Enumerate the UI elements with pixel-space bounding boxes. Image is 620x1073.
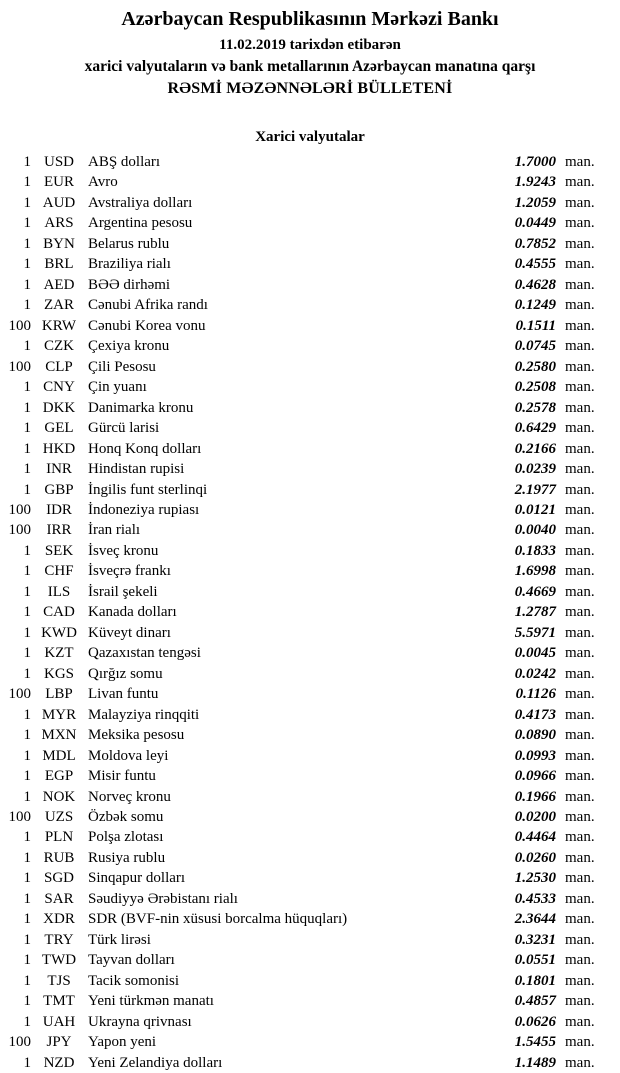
- unit-label: man.: [565, 338, 595, 355]
- rate-value: 0.0993: [514, 747, 556, 764]
- table-row: [0, 602, 620, 622]
- unit-label: man.: [565, 727, 595, 744]
- rate-value: 0.4857: [514, 993, 556, 1010]
- currency-name: İran rialı: [88, 522, 141, 539]
- currency-name: Braziliya rialı: [88, 256, 171, 273]
- table-row: [0, 541, 620, 561]
- currency-name: Kanada dolları: [88, 604, 177, 621]
- currency-name: İsveç kronu: [88, 542, 159, 559]
- rate-value: 1.5455: [514, 1034, 556, 1051]
- rate-value: 0.2166: [514, 440, 556, 457]
- currency-name: Polşa zlotası: [88, 829, 164, 846]
- table-row: [0, 418, 620, 438]
- unit-label: man.: [565, 461, 595, 478]
- unit-label: man.: [565, 809, 595, 825]
- table-row: [0, 561, 620, 581]
- currency-quantity: 1: [23, 1013, 31, 1030]
- rate-value: 5.5971: [514, 624, 556, 641]
- currency-code: BYN: [43, 235, 75, 252]
- document-header: [0, 6, 620, 99]
- currency-code: BRL: [44, 256, 74, 273]
- currency-name: Moldova leyi: [88, 747, 169, 764]
- currency-quantity: 1: [23, 399, 31, 416]
- currency-name: Yapon yeni: [88, 1034, 157, 1051]
- currency-quantity: 1: [23, 890, 31, 907]
- rate-value: 0.1511: [515, 317, 556, 334]
- table-row: [0, 725, 620, 745]
- table-row: [0, 459, 620, 479]
- rate-value: 0.1249: [514, 297, 556, 314]
- table-row: [0, 295, 620, 315]
- currency-name: Misir funtu: [88, 768, 156, 785]
- currency-code: UAH: [42, 1013, 76, 1030]
- unit-label: man.: [565, 645, 595, 662]
- currency-code: KRW: [41, 317, 77, 334]
- currency-code: UZS: [44, 809, 74, 825]
- rate-value: 0.4173: [514, 706, 556, 723]
- unit-label: man.: [565, 686, 595, 703]
- currency-quantity: 1: [23, 235, 31, 252]
- table-row: [0, 848, 620, 868]
- currency-code: XDR: [43, 911, 75, 928]
- currency-quantity: 1: [23, 624, 31, 641]
- rate-value: 0.0449: [514, 215, 556, 232]
- currency-quantity: 1: [23, 194, 31, 211]
- bulletin-name: RƏSMİ MƏZƏNNƏLƏRİ BÜLLETENİ: [167, 80, 453, 97]
- rate-value: 0.4533: [514, 890, 556, 907]
- currency-name: BƏƏ dirhəmi: [88, 276, 171, 293]
- unit-label: man.: [565, 522, 595, 539]
- currency-quantity: 1: [23, 993, 31, 1010]
- currency-quantity: 100: [8, 522, 31, 539]
- currency-quantity: 1: [23, 849, 31, 866]
- table-row: [0, 357, 620, 377]
- rate-value: 0.4669: [514, 583, 556, 600]
- currency-name: Çin yuanı: [88, 379, 147, 396]
- currency-name: Livan funtu: [88, 686, 159, 703]
- table-row: [0, 623, 620, 643]
- rate-value: 0.0045: [514, 645, 556, 662]
- unit-label: man.: [565, 911, 595, 928]
- currency-name: Avstraliya dolları: [88, 194, 193, 211]
- table-row: [0, 213, 620, 233]
- table-row: [0, 787, 620, 807]
- currency-name: İsveçrə frankı: [88, 563, 171, 580]
- rate-value: 0.0260: [514, 849, 556, 866]
- currency-quantity: 1: [23, 604, 31, 621]
- currency-quantity: 1: [23, 154, 31, 170]
- table-row: [0, 909, 620, 929]
- unit-label: man.: [565, 1013, 595, 1030]
- unit-label: man.: [565, 542, 595, 559]
- currency-quantity: 1: [23, 338, 31, 355]
- currency-code: GBP: [44, 481, 74, 498]
- currency-code: TJS: [47, 972, 71, 989]
- currency-quantity: 1: [23, 276, 31, 293]
- unit-label: man.: [565, 788, 595, 805]
- unit-label: man.: [565, 420, 595, 437]
- currency-quantity: 1: [23, 645, 31, 662]
- unit-label: man.: [565, 379, 595, 396]
- table-row: [0, 1053, 620, 1073]
- currency-code: CLP: [45, 358, 73, 375]
- table-row: [0, 807, 620, 827]
- rate-value: 0.0626: [514, 1013, 556, 1030]
- currency-code: KWD: [41, 624, 77, 641]
- currency-code: TWD: [41, 952, 77, 969]
- currency-code: MDL: [42, 747, 76, 764]
- table-row: [0, 377, 620, 397]
- currency-code: SGD: [43, 870, 74, 887]
- bank-title: Azərbaycan Respublikasının Mərkəzi Bankı: [121, 8, 499, 30]
- table-row: [0, 868, 620, 888]
- table-row: [0, 766, 620, 786]
- currency-quantity: 100: [8, 1034, 31, 1051]
- unit-label: man.: [565, 993, 595, 1010]
- rate-value: 0.6429: [514, 420, 556, 437]
- currency-quantity: 1: [23, 788, 31, 805]
- table-row: [0, 684, 620, 704]
- currency-code: EUR: [44, 174, 74, 191]
- table-row: [0, 520, 620, 540]
- currency-quantity: 1: [23, 563, 31, 580]
- table-row: [0, 152, 620, 172]
- table-row: [0, 930, 620, 950]
- unit-label: man.: [565, 706, 595, 723]
- currency-name: Sinqapur dolları: [88, 870, 186, 887]
- currency-name: Yeni Zelandiya dolları: [88, 1054, 223, 1071]
- table-row: [0, 991, 620, 1011]
- unit-label: man.: [565, 583, 595, 600]
- currency-quantity: 1: [23, 747, 31, 764]
- rate-value: 1.1489: [514, 1054, 556, 1071]
- currency-name: Malayziya rinqqiti: [88, 706, 200, 723]
- rate-value: 0.0890: [514, 727, 556, 744]
- unit-label: man.: [565, 952, 595, 969]
- currency-quantity: 1: [23, 379, 31, 396]
- currency-name: İndoneziya rupiası: [88, 501, 200, 518]
- currency-quantity: 1: [23, 665, 31, 682]
- currency-quantity: 100: [8, 358, 31, 375]
- currency-name: Yeni türkmən manatı: [88, 993, 214, 1010]
- currency-code: GEL: [44, 420, 74, 437]
- currency-quantity: 1: [23, 215, 31, 232]
- currency-name: Cənubi Korea vonu: [88, 317, 206, 334]
- currency-quantity: 1: [23, 297, 31, 314]
- table-row: [0, 275, 620, 295]
- rate-value: 1.9243: [514, 174, 556, 191]
- currency-code: RUB: [43, 849, 75, 866]
- rate-value: 0.3231: [514, 931, 556, 948]
- exchange-rates-table: [0, 152, 620, 1073]
- table-row: [0, 950, 620, 970]
- currency-code: INR: [46, 461, 72, 478]
- table-row: [0, 971, 620, 991]
- unit-label: man.: [565, 297, 595, 314]
- currency-quantity: 1: [23, 420, 31, 437]
- currency-code: USD: [43, 154, 74, 170]
- unit-label: man.: [565, 1054, 595, 1071]
- rate-value: 0.2580: [514, 358, 556, 375]
- currency-code: HKD: [42, 440, 76, 457]
- currency-name: Özbək somu: [88, 809, 164, 825]
- table-row: [0, 480, 620, 500]
- currency-code: JPY: [46, 1034, 72, 1051]
- rate-value: 0.0040: [514, 522, 556, 539]
- rate-value: 0.0242: [514, 665, 556, 682]
- currency-quantity: 100: [8, 809, 31, 825]
- currency-code: CAD: [43, 604, 75, 621]
- table-row: [0, 193, 620, 213]
- currency-code: LBP: [45, 686, 73, 703]
- currency-quantity: 1: [23, 768, 31, 785]
- currency-code: ILS: [47, 583, 71, 600]
- currency-quantity: 1: [23, 870, 31, 887]
- currency-code: DKK: [42, 399, 76, 416]
- currency-code: AED: [43, 276, 75, 293]
- currency-name: SDR (BVF-nin xüsusi borcalma hüquqları): [88, 911, 348, 928]
- currency-code: EGP: [44, 768, 74, 785]
- unit-label: man.: [565, 972, 595, 989]
- unit-label: man.: [565, 194, 595, 211]
- rate-value: 0.1801: [514, 972, 556, 989]
- rate-value: 0.2508: [514, 379, 556, 396]
- currency-name: Hindistan rupisi: [88, 461, 185, 478]
- currency-quantity: 1: [23, 256, 31, 273]
- currency-code: KZT: [44, 645, 74, 662]
- table-row: [0, 889, 620, 909]
- rate-value: 0.0551: [514, 952, 556, 969]
- unit-label: man.: [565, 276, 595, 293]
- unit-label: man.: [565, 256, 595, 273]
- currency-code: CHF: [44, 563, 74, 580]
- currency-name: Belarus rublu: [88, 235, 170, 252]
- currency-name: Avro: [88, 174, 118, 191]
- currency-quantity: 1: [23, 706, 31, 723]
- currency-name: Küveyt dinarı: [88, 624, 171, 641]
- rate-value: 1.7000: [514, 154, 556, 170]
- table-row: [0, 439, 620, 459]
- unit-label: man.: [565, 440, 595, 457]
- currency-quantity: 1: [23, 1054, 31, 1071]
- unit-label: man.: [565, 747, 595, 764]
- currency-quantity: 1: [23, 952, 31, 969]
- currency-quantity: 1: [23, 829, 31, 846]
- currency-code: KGS: [43, 665, 74, 682]
- table-row: [0, 316, 620, 336]
- currency-name: Cənubi Afrika randı: [88, 297, 208, 314]
- currency-code: SEK: [44, 542, 74, 559]
- table-row: [0, 398, 620, 418]
- rate-value: 2.3644: [514, 911, 556, 928]
- unit-label: man.: [565, 624, 595, 641]
- currency-code: IRR: [46, 522, 72, 539]
- rate-value: 0.1833: [514, 542, 556, 559]
- rate-value: 0.4555: [514, 256, 556, 273]
- rate-value: 1.6998: [514, 563, 556, 580]
- rate-value: 1.2059: [514, 194, 556, 211]
- currency-name: Meksika pesosu: [88, 727, 185, 744]
- table-row: [0, 827, 620, 847]
- table-row: [0, 746, 620, 766]
- currency-quantity: 1: [23, 972, 31, 989]
- unit-label: man.: [565, 501, 595, 518]
- unit-label: man.: [565, 563, 595, 580]
- currency-name: Tayvan dolları: [88, 952, 175, 969]
- unit-label: man.: [565, 358, 595, 375]
- currency-quantity: 100: [8, 317, 31, 334]
- rate-value: 0.2578: [514, 399, 556, 416]
- currency-name: Qazaxıstan tengəsi: [88, 645, 201, 662]
- currency-name: Danimarka kronu: [88, 399, 194, 416]
- currency-name: ABŞ dolları: [88, 154, 161, 170]
- currency-name: Gürcü larisi: [88, 420, 160, 437]
- currency-quantity: 1: [23, 481, 31, 498]
- rate-value: 0.1966: [514, 788, 556, 805]
- currency-quantity: 1: [23, 911, 31, 928]
- rate-value: 0.0966: [514, 768, 556, 785]
- rate-value: 1.2787: [514, 604, 556, 621]
- currency-code: AUD: [42, 194, 76, 211]
- unit-label: man.: [565, 481, 595, 498]
- table-row: [0, 254, 620, 274]
- rate-value: 0.4464: [514, 829, 556, 846]
- currency-code: SAR: [44, 890, 74, 907]
- currency-quantity: 100: [8, 501, 31, 518]
- unit-label: man.: [565, 215, 595, 232]
- unit-label: man.: [565, 849, 595, 866]
- currency-name: Tacik somonisi: [88, 972, 180, 989]
- table-row: [0, 172, 620, 192]
- currency-quantity: 1: [23, 174, 31, 191]
- currency-quantity: 1: [23, 931, 31, 948]
- unit-label: man.: [565, 235, 595, 252]
- currency-code: MXN: [41, 727, 77, 744]
- bulletin-subtitle: xarici valyutaların və bank metallarının Azərbaycan manatına qarşı: [84, 58, 536, 75]
- effective-date-line: 11.02.2019 tarixdən etibarən: [219, 37, 401, 53]
- currency-name: Çili Pesosu: [88, 358, 156, 375]
- currency-code: ZAR: [44, 297, 74, 314]
- table-row: [0, 234, 620, 254]
- currency-name: Argentina pesosu: [88, 215, 193, 232]
- currency-name: Norveç kronu: [88, 788, 171, 805]
- unit-label: man.: [565, 870, 595, 887]
- table-row: [0, 1032, 620, 1052]
- currency-quantity: 1: [23, 440, 31, 457]
- currency-name: Honq Konq dolları: [88, 440, 202, 457]
- rate-value: 0.1126: [515, 686, 556, 703]
- table-row: [0, 664, 620, 684]
- currency-name: Çexiya kronu: [88, 338, 170, 355]
- table-row: [0, 705, 620, 725]
- unit-label: man.: [565, 317, 595, 334]
- table-row: [0, 582, 620, 602]
- rate-value: 0.0745: [514, 338, 556, 355]
- currency-name: Rusiya rublu: [88, 849, 166, 866]
- table-row: [0, 500, 620, 520]
- table-row: [0, 1012, 620, 1032]
- currency-code: CZK: [44, 338, 74, 355]
- currency-code: PLN: [44, 829, 74, 846]
- currency-quantity: 1: [23, 461, 31, 478]
- currency-quantity: 1: [23, 542, 31, 559]
- rate-value: 1.2530: [514, 870, 556, 887]
- currency-code: MYR: [41, 706, 77, 723]
- currency-quantity: 100: [8, 686, 31, 703]
- unit-label: man.: [565, 665, 595, 682]
- rate-value: 0.0239: [514, 461, 556, 478]
- currency-code: ARS: [44, 215, 74, 232]
- currency-name: Səudiyyə Ərəbistanı rialı: [88, 890, 238, 907]
- currency-name: İsrail şekeli: [88, 583, 158, 600]
- currency-name: Türk lirəsi: [88, 931, 151, 948]
- unit-label: man.: [565, 1034, 595, 1051]
- currency-name: İngilis funt sterlinqi: [88, 481, 208, 498]
- rate-value: 0.0121: [514, 501, 556, 518]
- unit-label: man.: [565, 604, 595, 621]
- currency-code: IDR: [46, 501, 72, 518]
- currency-code: NOK: [42, 788, 76, 805]
- unit-label: man.: [565, 154, 595, 170]
- unit-label: man.: [565, 174, 595, 191]
- rate-value: 0.0200: [514, 809, 556, 825]
- currency-quantity: 1: [23, 727, 31, 744]
- currency-name: Qırğız somu: [88, 665, 163, 682]
- table-row: [0, 336, 620, 356]
- unit-label: man.: [565, 829, 595, 846]
- currency-code: NZD: [43, 1054, 75, 1071]
- currency-code: CNY: [43, 379, 75, 396]
- currency-code: TMT: [43, 993, 75, 1010]
- rate-value: 0.7852: [514, 235, 556, 252]
- unit-label: man.: [565, 768, 595, 785]
- unit-label: man.: [565, 931, 595, 948]
- unit-label: man.: [565, 399, 595, 416]
- currency-name: Ukrayna qrivnası: [88, 1013, 192, 1030]
- currency-quantity: 1: [23, 583, 31, 600]
- rate-value: 2.1977: [514, 481, 556, 498]
- table-row: [0, 643, 620, 663]
- unit-label: man.: [565, 890, 595, 907]
- currency-code: TRY: [44, 931, 74, 948]
- section-title-foreign-currencies: Xarici valyutalar: [255, 129, 365, 145]
- rate-value: 0.4628: [514, 276, 556, 293]
